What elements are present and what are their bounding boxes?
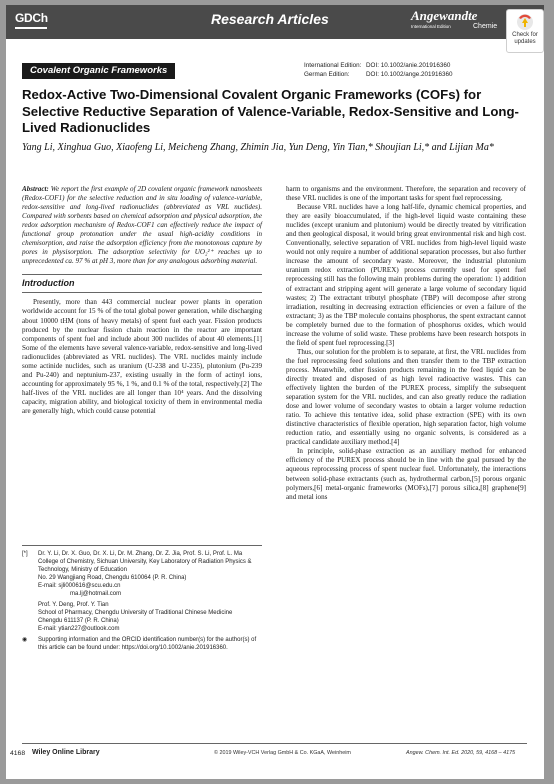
affiliation-line: College of Chemistry, Sichuan University, Key Laboratory of Radiation Physics & Technology, Ministry of Education: [38, 559, 252, 573]
body-paragraph: In principle, solid-phase extraction as an auxiliary method for enhanced efficiency of the PUREX process should be in line with the goal pursued by the aqueous reprocessing process of spent nuclear fuel. Unfortunately, the interactions between solid-phase extractants (such as, hydrothermal carbon,[5] porous organic polymers,[6] metal-organic frameworks (MOFs),[7] porous silica,[8] graphene[9] and metal ions: [286, 447, 526, 501]
intl-doi-link[interactable]: DOI: 10.1002/anie.201916360: [366, 62, 451, 69]
check-updates-label: Check for updates: [512, 32, 538, 45]
body-paragraph: Thus, our solution for the problem is to separate, at first, the VRL nuclides from the fuel reprocessing feed solutions and then transfer them to the TBP extraction process. Meanwhile, other fission products remaining in the feed liquid can be directly treated and disposed of as high level radioactive wastes. This can effectively lighten the burden of the PUREX process, simplify the subsequent separation system for the VRL nuclides, and can also greatly reduce the radiation dose and lower volume of secondary wastes to obtain a larger volume reduction ratio. To achieve this tentative idea, solid phase extraction (SPE) with its own distinctive characteristics of flexible operation, high separation factor, high volume reduction ratio, and essentially using no organic solvents, is considered as a practical candidate auxiliary method.[4]: [286, 347, 526, 447]
abstract: [22, 185, 262, 266]
footer-divider: [22, 743, 527, 744]
abstract-label: Abstract:: [22, 185, 49, 193]
german-doi-link[interactable]: DOI: 10.1002/ange.201916360: [366, 71, 453, 78]
affiliations: [22, 545, 262, 652]
edition-info: [304, 61, 452, 79]
section-title: Research Articles: [211, 11, 329, 27]
gdch-logo: GDCh: [15, 11, 48, 25]
journal-header-bar: [6, 5, 544, 39]
affiliation-marker: [*]: [22, 551, 28, 557]
page-number: 4168: [10, 750, 26, 757]
affiliation-line: Dr. Y. Li, Dr. X. Guo, Dr. X. Li, Dr. M. Zhang, Dr. Z. Jia, Prof. S. Li, Prof. L. Ma: [38, 551, 243, 557]
german-edition-label: German Edition:: [304, 71, 350, 78]
introduction-heading: Introduction: [22, 274, 262, 293]
copyright: © 2019 Wiley-VCH Verlag GmbH & Co. KGaA, Weinheim: [214, 750, 351, 756]
check-updates-icon: [516, 13, 534, 31]
affiliation-email[interactable]: E-mail: sjli000616@scu.edu.cn: [38, 583, 121, 589]
orcid-icon: ◉: [22, 637, 28, 643]
affiliation-line: Chengdu 611137 (P. R. China): [38, 618, 119, 624]
abstract-text: We report the first example of 2D covalent organic framework nanosheets (Redox-COF1) for the selective reduction and in situ loading of valence-variable, redox-sensitive and long-lived radionuclides (abbreviated as VRL nuclides). Compared with sorbents based on chemical adsorption and physical adsorption, the redox adsorption mechanism of Redox-COF1 can effectively reduce the impact of functional group protonation under the usual high-acidity conditions in chemisorption, and raise the adsorption efficiency from the monotonous capture by pores in physisorption. The adsorption selectivity for UO₂²⁺ reaches up to unprecedented ca. 97 % at pH 3, more than for any analogous adsorbing material.: [22, 185, 262, 266]
author-list: Yang Li, Xinghua Guo, Xiaofeng Li, Meicheng Zhang, Zhimin Jia, Yun Deng, Yin Tian,* Shoujian Li,* and Lijian Ma*: [22, 142, 494, 153]
journal-logo: Angewandte: [411, 8, 478, 23]
citation: Angew. Chem. Int. Ed. 2020, 59, 4168 – 4175: [406, 750, 516, 756]
wiley-online-library-link[interactable]: Wiley Online Library: [32, 749, 100, 756]
intl-edition-label: International Edition:: [304, 62, 362, 69]
article-title: Redox-Active Two-Dimensional Covalent Organic Frameworks (COFs) for Selective Reductive Separation of Valence-Variable, Redox-Sensitive and Long-Lived Radionuclides: [22, 87, 519, 135]
affiliation-line: Prof. Y. Deng, Prof. Y. Tian: [38, 602, 109, 608]
intro-paragraph: Presently, more than 443 commercial nuclear power plants in operation worldwide account for 15 % of the total global power generation, while discharging about 10000 tHM (tons of heavy metals) of spent fuel each year. Fission products produced by the nuclear fission chain reaction in the reactor are important components of spent fuel and include about 300 nuclides of about 40 elements.[1] Some of the elements have several valence-variable, redox-sensitive and long-lived radionuclides (abbreviated as VRL nuclides). The VRL nuclides mainly include some actinide nuclides, such as uranium (U-238 and U-235), plutonium (Pu-239 and Pu-240) and neptunium-237, existing usually in the form of actinyl ions, accounting for approximately 95 %, 1 %, and 0.1 % of the total, respectively.[2] The half-lives of the VRL nuclides are all longer than 10⁴ years. And the dissolving capacity, migration ability, and biological toxicity of them in environmental media are generally high, which could cause potential: [22, 298, 262, 415]
right-column: [286, 185, 526, 502]
body-paragraph: harm to organisms and the environment. Therefore, the separation and recovery of these VRL nuclides is one of the important tasks for spent fuel reprocessing.: [286, 185, 526, 203]
section-tag: Covalent Organic Frameworks: [22, 63, 175, 79]
article-page: [6, 5, 544, 779]
check-for-updates-button[interactable]: [506, 9, 544, 53]
supporting-info-link[interactable]: Supporting information and the ORCID identification number(s) for the author(s) of this article can be found under: https://doi.org/10.1002/anie.201916360.: [38, 637, 257, 651]
gdch-logo-underline: [15, 27, 47, 29]
affiliation-email[interactable]: E-mail: ytian227@outlook.com: [38, 626, 120, 632]
affiliation-line: No. 29 Wangjiang Road, Chengdu 610064 (P. R. China): [38, 575, 187, 581]
journal-logo-chemie: Chemie: [473, 23, 498, 30]
journal-logo-subtitle: International Edition: [411, 24, 451, 29]
affiliation-email[interactable]: ma.lj@hotmail.com: [70, 591, 122, 597]
body-paragraph: Because VRL nuclides have a long half-life, dynamic chemical properties, and they are easily bioaccumulated, if the high-level liquid waste containing these nuclides (except uranium and plutonium) would be directly treated by vitrification and then geological disposal, it would bring great environmental risk and high cost. Conventionally, selective separation of VRL nuclides from high-level liquid waste would not only require a number of additional separation processes, but also further increase the amount of secondary waste. Moreover, the industrial plutonium uranium redox extraction (PUREX) process currently used for spent fuel reprocessing still has the following main problems during the operation: 1) addition of extractant and stripping agent will generate a large volume of secondary liquid wastes; 2) The extractant tributyl phosphate (TBP) will decompose after strong irradiation, resulting in decreasing extraction efficiencies or even a failure of the extractant; 3) as the TBP molecule contains phosphorus, the spent extractant cannot be completely burned due to the formation of phosphorus oxides, which would increase the volume of solid waste. These problems have been research hotspots in the field of spent fuel reprocessing.[3]: [286, 203, 526, 347]
affiliation-line: School of Pharmacy, Chengdu University of Traditional Chinese Medicine: [38, 610, 233, 616]
left-column: [22, 185, 262, 416]
